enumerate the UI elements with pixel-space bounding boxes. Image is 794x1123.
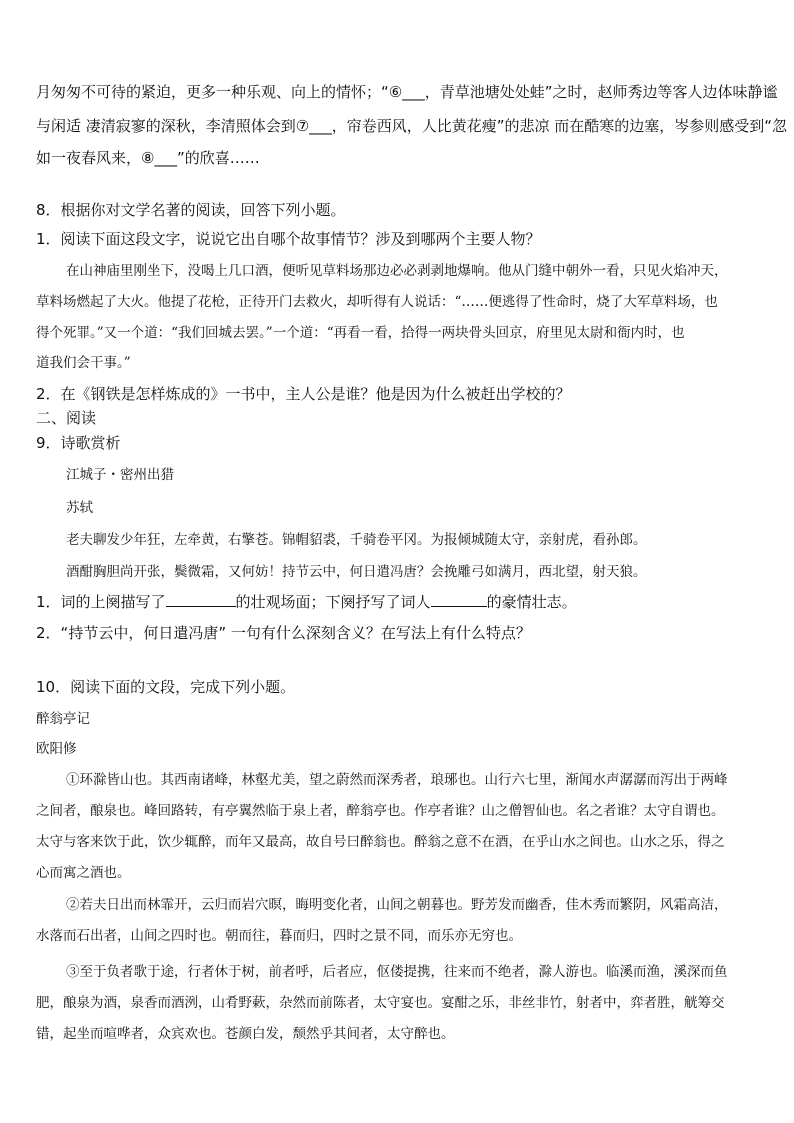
section-heading: 二、阅读	[36, 409, 97, 427]
q9-question-2: 2．“持节云中，何日遣冯唐” 一句有什么深刻含义？在写法上有什么特点？	[36, 624, 531, 642]
q8-title: 8．根据你对文学名著的阅读，回答下列小题。	[36, 201, 346, 219]
essay-p1-line-3: 太守与客来饮于此，饮少辄醉，而年又最高，故自号曰醉翁也。醉翁之意不在酒，在乎山水之间也。山水之乐，得之	[36, 834, 725, 850]
poem-author: 苏轼	[66, 500, 93, 516]
q9-q1-part-c: 的豪情壮志。	[486, 593, 577, 611]
essay-author: 欧阳修	[36, 741, 77, 757]
essay-p1-line-4: 心而寓之酒也。	[36, 865, 131, 881]
essay-title: 醉翁亭记	[36, 711, 90, 727]
q9-q1-part-b: 的壮观场面；下阕抒写了词人	[235, 593, 431, 611]
q8-passage-line-2: 草料场燃起了大火。他提了花枪，正待开门去救火，却听得有人说话：“……便逃得了性命时，烧了大军草料场，也	[36, 294, 718, 310]
intro-line-3: 如一夜春风来，⑧___”的欣喜……	[36, 149, 260, 167]
q9-question-1	[36, 592, 577, 612]
essay-p1-line-2: 之间者，酿泉也。峰回路转，有亭翼然临于泉上者，醉翁亭也。作亭者谁？山之僧智仙也。名之者谁？太守自谓也。	[36, 803, 725, 819]
q8-passage-line-4: 道我们会干事。”	[36, 355, 131, 371]
intro-line-2: 与闲适 凄清寂寥的深秋，李清照体会到⑦___，帘卷西风，人比黄花瘦”的悲凉 而在酷寒的边塞，岑参则感受到“忽	[36, 117, 788, 135]
essay-p2-line-2: 水落而石出者，山间之四时也。朝而往，暮而归，四时之景不同，而乐亦无穷也。	[36, 928, 522, 944]
answer-blank-1[interactable]	[166, 592, 236, 607]
essay-p3-line-1: ③至于负者歌于途，行者休于树，前者呼，后者应，伛偻提携，往来而不绝者，滁人游也。临溪而渔，溪深而鱼	[66, 964, 728, 980]
q8-sub2: 2．在《钢铁是怎样炼成的》一书中，主人公是谁？他是因为什么被赶出学校的？	[36, 385, 571, 403]
q8-sub1: 1．阅读下面这段文字，说说它出自哪个故事情节？涉及到哪两个主要人物？	[36, 230, 541, 248]
intro-line-1: 月匆匆不可待的紧迫，更多一种乐观、向上的情怀；“⑥___，青草池塘处处蛙”之时，赵师秀边等客人边体味静谧	[36, 83, 778, 101]
q8-passage-line-3: 得个死罪。”又一个道：“我们回城去罢。”一个道：“再看一看，拾得一两块骨头回京，府里见太尉和衙内时，也	[36, 325, 685, 341]
essay-p3-line-3: 错，起坐而喧哗者，众宾欢也。苍颜白发，颓然乎其间者，太守醉也。	[36, 1026, 455, 1042]
essay-p2-line-1: ②若夫日出而林霏开，云归而岩穴暝，晦明变化者，山间之朝暮也。野芳发而幽香，佳木秀而繁阴，风霜高洁，	[66, 897, 728, 913]
poem-title: 江城子・密州出猎	[66, 467, 174, 483]
q9-title: 9．诗歌赏析	[36, 434, 121, 452]
answer-blank-2[interactable]	[431, 592, 487, 607]
q9-q1-part-a: 1．词的上阕描写了	[36, 593, 166, 611]
poem-line-1: 老夫聊发少年狂，左牵黄，右擎苍。锦帽貂裘，千骑卷平冈。为报倾城随太守，亲射虎，看孙郎。	[66, 532, 647, 548]
q10-title: 10．阅读下面的文段，完成下列小题。	[36, 678, 296, 696]
q8-passage-line-1: 在山神庙里刚坐下，没喝上几口酒，便听见草料场那边必必剥剥地爆响。他从门缝中朝外一看，只见火焰冲天，	[66, 263, 728, 279]
essay-p3-line-2: 肥，酿泉为酒，泉香而酒洌，山肴野蔌，杂然而前陈者，太守宴也。宴酣之乐，非丝非竹，射者中，弈者胜，觥筹交	[36, 995, 725, 1011]
essay-p1-line-1: ①环滁皆山也。其西南诸峰，林壑尤美，望之蔚然而深秀者，琅琊也。山行六七里，渐闻水声潺潺而泻出于两峰	[66, 772, 728, 788]
poem-line-2: 酒酣胸胆尚开张，鬓微霜，又何妨！持节云中，何日遣冯唐？会挽雕弓如满月，西北望，射天狼。	[66, 564, 647, 580]
